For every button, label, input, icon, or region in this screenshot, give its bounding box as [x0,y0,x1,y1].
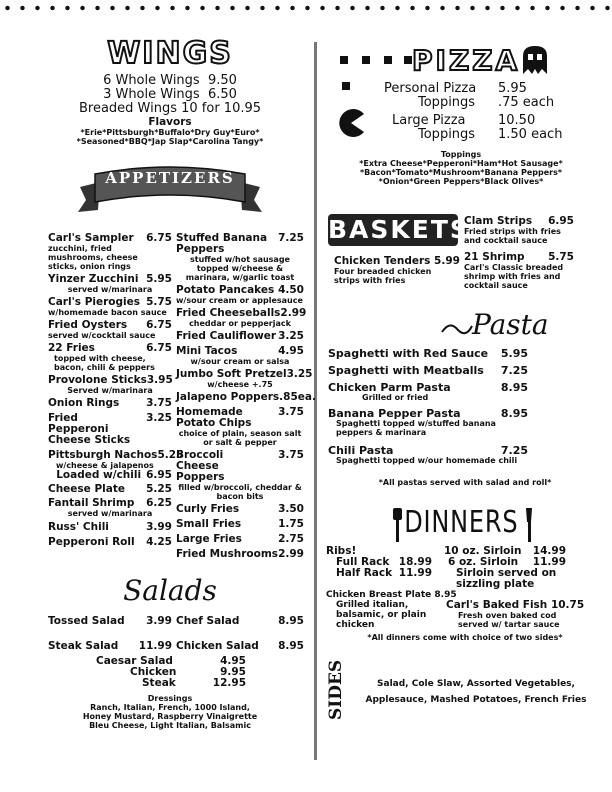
wings-item-6-price: 9.50 [207,73,237,88]
fork-icon [392,508,402,542]
pasta-list: Spaghetti with Red Sauce 5.95 Spaghetti with Meatballs 7.25 Chicken Parm Pasta 8.95 Grilled or fried Banana Pepper Pasta 8.95 Spaghetti topped w/stuffed banana peppers & marinara Chili Pasta 7.25 Spaghetti topped w/our homemade chili [328,347,528,465]
knife-icon [524,508,534,542]
app-item-small-fries: Small Fries 1.75 [176,518,304,530]
basket-clam-strips: Clam Strips 6.95 Fried strips with fries and cocktail sauce [464,215,574,245]
wings-item-6-label: 6 Whole Wings [103,73,200,88]
app-item-cauliflower: Fried Cauliflower 3.25 [176,330,304,342]
pizza-dots-icon [336,50,414,70]
app-item-chili: Russ' Chili 3.99 [48,521,172,533]
app-item-fantail-shrimp: Fantail Shrimp 6.25 served w/marinara [48,497,172,518]
app-item-cheeseballs: Fried Cheeseballs 2.99 cheddar or pepperjack [176,307,307,328]
salad-steak: Steak Salad 11.99 [48,640,172,652]
app-item-banana-peppers: Stuffed Banana Peppers 7.25 stuffed w/hot sausage topped w/cheese & marinara, w/garlic toast [176,232,304,282]
salad-tossed: Tossed Salad 3.99 [48,615,172,627]
appetizers-right-column [176,232,316,560]
dinner-ribs: Ribs! Full Rack 18.99 Half Rack 11.99 [326,545,432,579]
sides-title: SIDES [326,659,346,720]
app-item-onion-rings: Onion Rings 3.75 [48,397,172,409]
app-item-potato-pancakes: Potato Pancakes 4.50 w/sour cream or applesauce [176,284,304,305]
dinners-note: *All dinners come with choice of two sides* [367,633,563,642]
wings-flavors-line-2: *Seasoned*BBQ*Jap Slap*Carolina Tangy* [76,137,264,146]
pizza-personal: Personal Pizza 5.95 Toppings .75 each [384,81,555,110]
wings-flavors-title: Flavors [148,116,192,128]
dinner-sirloin: 10 oz. Sirloin 14.99 6 oz. Sirloin 11.99 Sirloin served on sizzling plate [444,545,566,590]
basket-chicken-tenders: Chicken Tenders 5.99 Four breaded chicken strips with fries [334,255,460,285]
app-item-cheese-plate: Cheese Plate 5.25 [48,483,172,495]
app-item-pepperoni-roll: Pepperoni Roll 4.25 [48,536,172,548]
pellet-icon [340,80,352,92]
pizza-large: Large Pizza 10.50 Toppings 1.50 each [392,113,563,142]
ghost-icon [520,44,550,76]
pasta-title: Pasta [472,308,549,341]
app-item-jalapeno-poppers: Jalapeno Poppers .85ea. [176,391,316,403]
app-item-curly-fries: Curly Fries 3.50 [176,503,304,515]
app-item-sampler: Carl's Sampler 6.75 zucchini, fried mushrooms, cheese sticks, onion rings [48,232,172,271]
dinner-chicken-breast: Chicken Breast Plate 8.95 Grilled italian, balsamic, or plain chicken [326,590,457,630]
salad-dressings: Dressings Ranch, Italian, French, 1000 Island, Honey Mustard, Raspberry Vinaigrette Bleu Cheese, Light Italian, Balsamic [82,694,258,730]
wings-breaded: Breaded Wings 10 for 10.95 [78,101,262,116]
pasta-item-banana-pepper: Banana Pepper Pasta [328,407,461,420]
appetizers-title: APPETIZERS [105,169,235,187]
wings-title: WINGS [107,36,233,71]
app-item-fried-mushrooms: Fried Mushrooms 2.99 [176,548,304,560]
app-item-broccoli-poppers: Broccoli Cheese Poppers 3.75 filled w/broccoli, cheddar & bacon bits [176,449,304,501]
dinners-title: DINNERS [404,505,519,540]
app-item-large-fries: Large Fries 2.75 [176,533,304,545]
salad-chef: Chef Salad 8.95 [176,615,304,627]
pizza-title: PIZZA [412,44,521,77]
sides-list: Salad, Cole Slaw, Assorted Vegetables, Applesauce, Mashed Potatoes, French Fries [365,679,587,705]
app-item-nachos: Pittsburgh Nachos 5.25 w/cheese & jalapenos Loaded w/chili 6.95 [48,449,184,481]
app-item-pierogies: Carl's Pierogies 5.75 w/homemade bacon sauce [48,296,172,317]
pasta-item-red-sauce: Spaghetti with Red Sauce [328,347,489,360]
baskets-title: BASKETS [328,215,470,244]
pasta-item-meatballs: Spaghetti with Meatballs [328,364,484,377]
pasta-squiggle-icon [440,318,474,338]
app-item-oysters: Fried Oysters 6.75 served w/cocktail sauce [48,319,172,340]
pizza-toppings: Toppings *Extra Cheese*Pepperoni*Ham*Hot Sausage* *Bacon*Tomato*Mushroom*Banana Peppers* *Onion*Green Peppers*Black Olives* [359,150,563,186]
salads-title: Salads [123,574,217,607]
pasta-item-chicken-parm: Chicken Parm Pasta [328,381,451,394]
basket-shrimp: 21 Shrimp 5.75 Carl's Classic breaded shrimp with fries and cocktail sauce [464,251,574,290]
wings-block [60,74,280,146]
salad-caesar-block: Caesar Salad 4.95 Chicken 9.95 Steak 12.95 [96,655,246,689]
app-item-zucchini: Yinzer Zucchini 5.95 served w/marinara [48,273,172,294]
salad-chicken: Chicken Salad 8.95 [176,640,304,652]
app-item-pretzel: Jumbo Soft Pretzel 3.25 w/cheese +.75 [176,368,313,389]
wings-item-3-label: 3 Whole Wings [103,87,200,102]
app-item-22-fries: 22 Fries 6.75 topped with cheese, bacon, chili & peppers [48,342,172,372]
app-item-pepperoni-sticks: Fried Pepperoni Cheese Sticks 3.25 [48,412,172,446]
dotted-border [0,4,612,12]
pacman-icon [336,108,366,138]
app-item-provolone: Provolone Sticks 3.95 Served w/marinara [48,374,173,395]
app-item-mini-tacos: Mini Tacos 4.95 w/sour cream or salsa [176,345,304,366]
pasta-note: *All pastas served with salad and roll* [378,478,552,487]
wings-item-3-price: 6.50 [207,87,237,102]
wings-flavors-line-1: *Erie*Pittsburgh*Buffalo*Dry Guy*Euro* [80,128,260,137]
pasta-item-chili: Chili Pasta [328,444,394,457]
dinner-baked-fish: Carl's Baked Fish 10.75 Fresh oven baked cod served w/ tartar sauce [446,599,585,629]
app-item-potato-chips: Homemade Potato Chips 3.75 choice of plain, season salt or salt & pepper [176,406,304,447]
appetizers-left-column [48,232,184,548]
